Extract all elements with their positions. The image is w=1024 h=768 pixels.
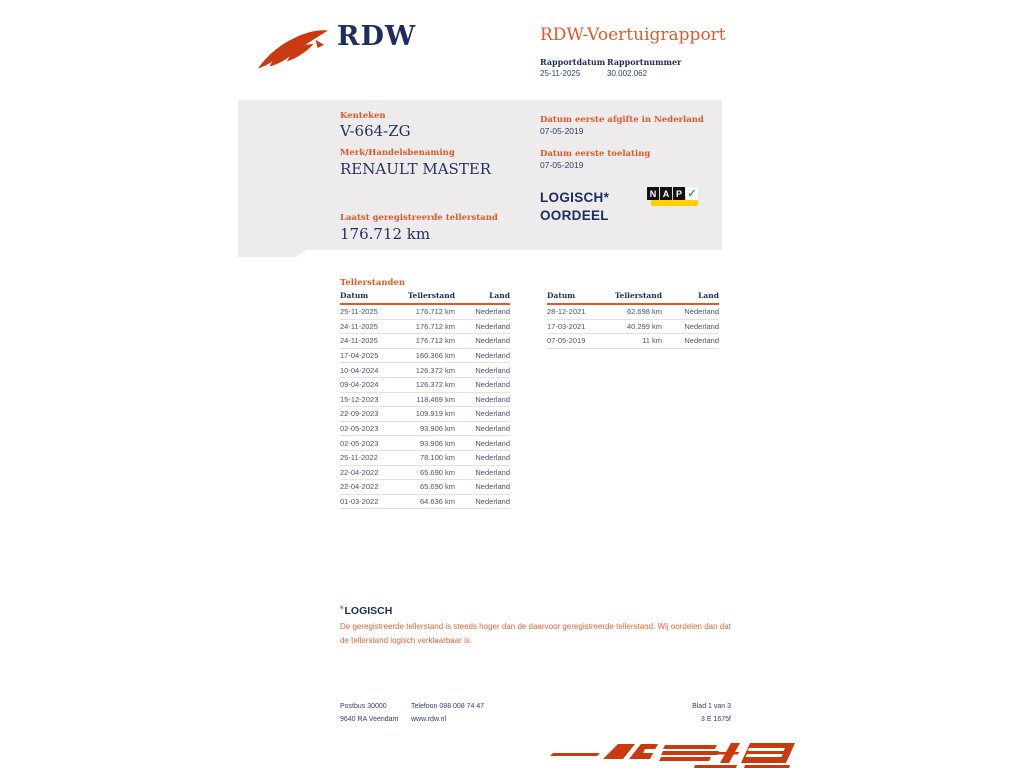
table-cell: 25-11-2022 <box>340 453 378 463</box>
table-header-row <box>547 291 719 305</box>
header-tellerstand: Tellerstand <box>614 291 662 300</box>
table-cell: 15-12-2023 <box>340 394 379 404</box>
table-row <box>547 320 719 335</box>
footer-address <box>340 700 398 726</box>
table-body <box>547 305 719 349</box>
table-cell: 176.712 km <box>415 307 455 317</box>
table-cell: 118.469 km <box>416 394 455 404</box>
table-cell: 24-11-2025 <box>340 336 378 346</box>
table-row <box>547 334 719 349</box>
table-row <box>340 349 510 364</box>
nap-letter-a: A <box>660 187 672 200</box>
table-cell: 160.366 km <box>415 351 455 361</box>
table-body <box>340 305 510 509</box>
table-cell: Nederland <box>475 307 510 317</box>
table-cell: 176.712 km <box>415 336 455 346</box>
footer-page-info <box>600 700 731 726</box>
table-cell: 07-05-2019 <box>547 336 586 346</box>
tellerstanden-title: Tellerstanden <box>340 278 406 288</box>
table-cell: Nederland <box>475 365 510 375</box>
table-row <box>547 305 719 320</box>
rdw-feather-icon <box>256 27 330 71</box>
table-cell: 176.712 km <box>415 321 455 331</box>
table-cell: Nederland <box>475 453 510 463</box>
table-row <box>340 480 510 495</box>
table-cell: 22-04-2022 <box>340 467 379 477</box>
table-cell: Nederland <box>684 336 719 346</box>
footnote-title-text: LOGISCH <box>344 605 393 617</box>
table-cell: Nederland <box>475 394 510 404</box>
table-row <box>340 436 510 451</box>
footer-form-code: 3 E 1675f <box>701 716 731 723</box>
table-row <box>340 320 510 335</box>
table-cell: 02-05-2023 <box>340 438 379 448</box>
table-cell: 64.636 km <box>419 497 455 507</box>
table-cell: 62.698 km <box>626 307 662 317</box>
footnote-asterisk: * <box>340 604 344 614</box>
table-cell: Nederland <box>475 467 510 477</box>
afgifte-value: 07-05-2019 <box>540 126 584 136</box>
nap-check-icon: ✓ <box>687 188 697 200</box>
table-row <box>340 495 510 510</box>
table-header-row <box>340 291 510 305</box>
merk-value: RENAULT MASTER <box>340 160 492 178</box>
oordeel-text <box>540 189 609 225</box>
header-datum: Datum <box>547 291 576 300</box>
footer-city: 9640 RA Veendam <box>340 716 399 723</box>
table-cell: 65.690 km <box>419 467 455 477</box>
table-cell: Nederland <box>475 380 510 390</box>
merk-label: Merk/Handelsbenaming <box>340 148 455 158</box>
header-land: Land <box>489 291 510 300</box>
report-number-value: 30.002.062 <box>607 69 648 78</box>
table-cell: 25-11-2025 <box>340 307 378 317</box>
table-cell: 40.299 km <box>626 321 662 331</box>
table-cell: Nederland <box>475 497 510 507</box>
logisch-footnote-title <box>340 604 392 617</box>
footer-website-link[interactable]: www.rdw.nl <box>411 716 447 723</box>
table-cell: 09-04-2024 <box>340 380 379 390</box>
table-cell: 109.919 km <box>415 409 455 419</box>
table-cell: Nederland <box>475 438 510 448</box>
table-cell: Nederland <box>684 321 719 331</box>
tellerstanden-table-right <box>547 291 719 349</box>
table-row <box>340 305 510 320</box>
table-row <box>340 407 510 422</box>
table-cell: 126.372 km <box>415 365 455 375</box>
table-cell: 93.906 km <box>419 438 455 448</box>
table-row <box>340 378 510 393</box>
tellerstand-label: Laatst geregistreerde tellerstand <box>340 213 498 223</box>
table-row <box>340 363 510 378</box>
kenteken-label: Kenteken <box>340 111 386 121</box>
footer-phone: Telefoon 088 008 74 47 <box>411 703 485 710</box>
tellerstanden-table-left <box>340 291 510 509</box>
table-cell: 11 km <box>642 336 662 346</box>
footer-postbus: Postbus 30000 <box>340 703 387 710</box>
report-date-label: Rapportdatum <box>540 57 606 67</box>
table-cell: Nederland <box>475 351 510 361</box>
table-cell: 24-11-2025 <box>340 321 378 331</box>
table-row <box>340 334 510 349</box>
table-row <box>340 393 510 408</box>
table-cell: 01-03-2022 <box>340 497 379 507</box>
table-cell: Nederland <box>684 307 719 317</box>
table-cell: 78.100 km <box>419 453 455 463</box>
table-cell: 126.372 km <box>415 380 455 390</box>
table-cell: 17-04-2025 <box>340 351 379 361</box>
table-cell: Nederland <box>475 336 510 346</box>
toelating-label: Datum eerste toelating <box>540 149 651 159</box>
nap-letter-p: P <box>673 187 685 200</box>
table-cell: 22-04-2022 <box>340 482 379 492</box>
table-cell: 93.906 km <box>419 424 455 434</box>
table-cell: Nederland <box>475 409 510 419</box>
header-land: Land <box>698 291 719 300</box>
table-cell: Nederland <box>475 321 510 331</box>
header-tellerstand: Tellerstand <box>407 291 455 300</box>
nap-letter-n: N <box>647 187 659 200</box>
logisch-footnote-text: De geregistreerde tellerstand is steeds hoger dan de daarvoor geregistreerde tellerstand. Wij oordelen dan dat de tellerstand logisch verklaarbaar is. <box>340 622 731 645</box>
oordeel-line2: OORDEEL <box>540 208 609 223</box>
kenteken-value: V-664-ZG <box>340 122 411 140</box>
toelating-value: 07-05-2019 <box>540 160 584 170</box>
footer-contact <box>411 700 484 726</box>
table-row <box>340 422 510 437</box>
table-cell: Nederland <box>475 482 510 492</box>
oordeel-line1: LOGISCH* <box>540 190 610 205</box>
rdw-speed-stripes-graphic <box>545 740 797 768</box>
header-datum: Datum <box>340 291 369 300</box>
table-cell: Nederland <box>475 424 510 434</box>
rdw-wordmark: RDW <box>337 21 417 52</box>
table-cell: 65.690 km <box>419 482 455 492</box>
nap-logo <box>647 186 699 208</box>
footer-page-number: Blad 1 van 3 <box>692 703 731 710</box>
table-cell: 22-09-2023 <box>340 409 379 419</box>
table-cell: 02-05-2023 <box>340 424 379 434</box>
table-cell: 10-04-2024 <box>340 365 379 375</box>
table-row <box>340 451 510 466</box>
report-number-label: Rapportnummer <box>607 57 682 67</box>
afgifte-label: Datum eerste afgifte in Nederland <box>540 115 704 125</box>
table-row <box>340 466 510 481</box>
document-title: RDW-Voertuigrapport <box>540 25 726 45</box>
table-cell: 17-03-2021 <box>547 321 586 331</box>
report-date-value: 25-11-2025 <box>540 69 581 78</box>
table-cell: 28-12-2021 <box>547 307 586 317</box>
tellerstand-value: 176.712 km <box>340 225 431 243</box>
